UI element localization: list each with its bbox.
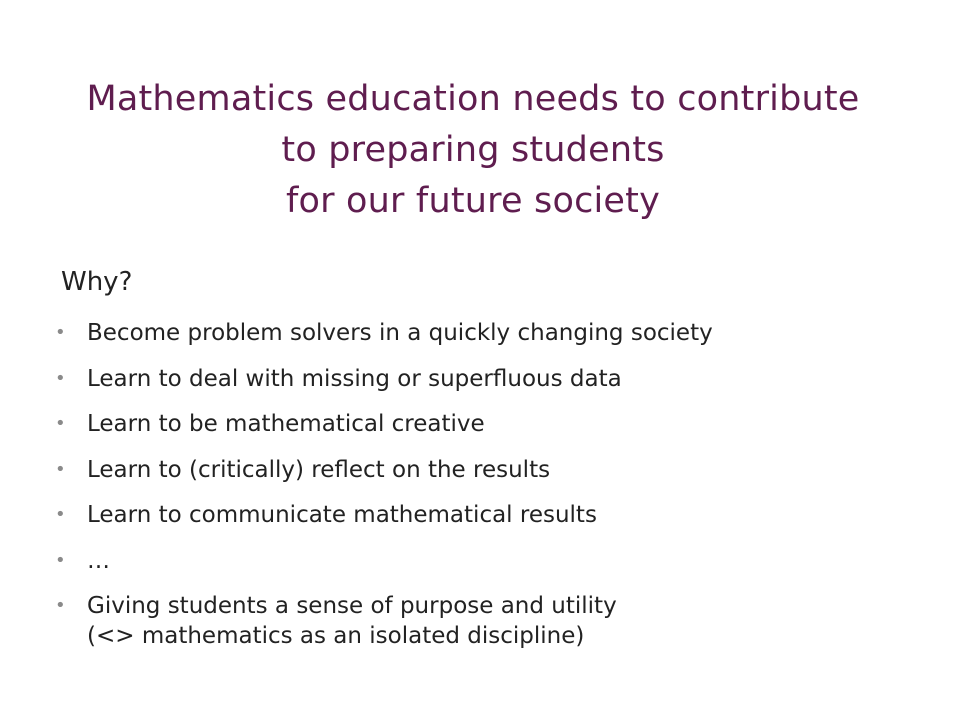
- slide-title: [0, 74, 946, 227]
- title-line-3: for our future society: [285, 181, 661, 221]
- bullet-text: Learn to deal with missing or superfluous data: [87, 365, 622, 392]
- title-line-1: Mathematics education needs to contribute: [86, 79, 860, 119]
- title-line-2: to preparing students: [281, 130, 665, 170]
- bullet-text-continued: (<> mathematics as an isolated discipline): [87, 623, 585, 649]
- bullet-icon: •: [55, 367, 66, 389]
- bullet-text: Learn to communicate mathematical results: [87, 502, 597, 528]
- bullet-icon: •: [55, 504, 66, 525]
- bullet-item: [52, 409, 957, 439]
- bullet-text: Learn to be mathematical creative: [87, 411, 485, 437]
- bullet-text: Giving students a sense of purpose and utility: [87, 593, 617, 619]
- bullet-icon: •: [55, 595, 66, 616]
- bullet-icon: •: [55, 458, 66, 480]
- bullet-item: [52, 546, 957, 576]
- bullet-item: [52, 318, 957, 348]
- bullet-item: [52, 500, 957, 530]
- subheading-why: Why?: [61, 267, 133, 297]
- bullet-list: [52, 318, 957, 667]
- bullet-item: [52, 455, 957, 485]
- bullet-item: [52, 364, 957, 394]
- bullet-icon: •: [55, 549, 66, 571]
- bullet-icon: •: [55, 322, 66, 343]
- bullet-text: …: [87, 547, 110, 574]
- bullet-item: [52, 591, 957, 651]
- bullet-text: Become problem solvers in a quickly changing society: [87, 320, 713, 346]
- bullet-text: Learn to (critically) reflect on the results: [87, 456, 551, 483]
- bullet-icon: •: [55, 413, 66, 434]
